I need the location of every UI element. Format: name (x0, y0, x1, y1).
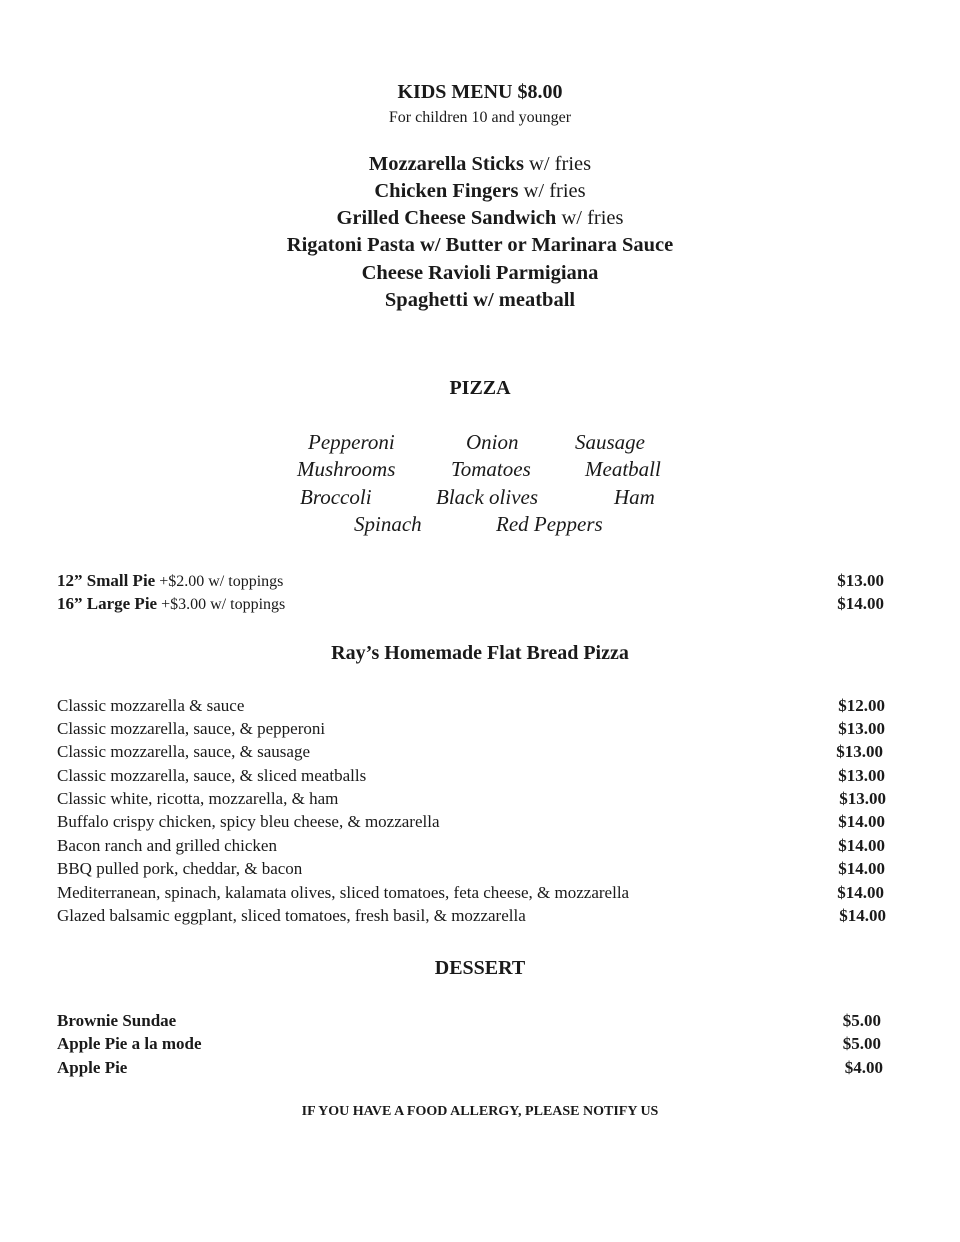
flatbread-item-price: $14.00 (838, 859, 885, 878)
dessert-item-price: $5.00 (842, 1034, 881, 1053)
allergy-notice: IF YOU HAVE A FOOD ALLERGY, PLEASE NOTIFY US (301, 1104, 659, 1119)
kids-item-name: Cheese Ravioli Parmigiana (361, 262, 599, 284)
dessert-item-price: $5.00 (842, 1011, 881, 1030)
topping-item: Tomatoes (451, 457, 531, 481)
flatbread-item-price: $13.00 (838, 719, 885, 738)
dessert-section-title: DESSERT (434, 957, 526, 979)
flatbread-item-price: $14.00 (838, 836, 885, 855)
flatbread-item-name: Mediterranean, spinach, kalamata olives, sliced tomatoes, feta cheese, & mozzarella (57, 883, 630, 902)
pizza-size-row (57, 571, 283, 591)
kids-item (0, 289, 960, 312)
kids-item-name: Mozzarella Sticks (368, 153, 524, 175)
pizza-size-price: $14.00 (837, 594, 884, 613)
topping-item: Ham (614, 485, 655, 509)
flatbread-item-name: BBQ pulled pork, cheddar, & bacon (57, 859, 303, 878)
topping-item: Black olives (436, 485, 539, 509)
flatbread-item-price: $14.00 (838, 812, 885, 831)
pizza-section-title: PIZZA (449, 377, 511, 399)
pizza-size-note: +$2.00 w/ toppings (155, 573, 284, 590)
topping-item: Sausage (575, 430, 645, 454)
topping-item: Spinach (354, 512, 422, 536)
flatbread-item-name: Classic mozzarella, sauce, & sliced meatballs (57, 766, 367, 785)
flatbread-item-price: $14.00 (839, 906, 886, 925)
flatbread-item-price: $12.00 (838, 696, 885, 715)
topping-item: Broccoli (300, 485, 372, 509)
flatbread-item-name: Classic mozzarella, sauce, & sausage (57, 742, 311, 761)
kids-item-name: Rigatoni Pasta w/ Butter or Marinara Sauce (286, 234, 674, 256)
flatbread-item-price: $13.00 (839, 789, 886, 808)
flatbread-section-title: Ray’s Homemade Flat Bread Pizza (331, 642, 629, 664)
flatbread-item-name: Buffalo crispy chicken, spicy bleu cheese, & mozzarella (57, 812, 440, 831)
kids-item-note: w/ fries (518, 180, 586, 202)
flatbread-item-name: Classic mozzarella, sauce, & pepperoni (57, 719, 326, 738)
pizza-size-row (57, 594, 285, 614)
flatbread-item-name: Glazed balsamic eggplant, sliced tomatoes, fresh basil, & mozzarella (57, 906, 526, 925)
kids-item (0, 180, 960, 203)
kids-item-name: Grilled Cheese Sandwich (336, 207, 557, 229)
flatbread-item-price: $14.00 (837, 883, 884, 902)
topping-item: Onion (466, 430, 519, 454)
kids-item-name: Spaghetti w/ meatball (384, 289, 576, 311)
kids-menu-title: KIDS MENU $8.00 (397, 81, 563, 103)
dessert-item-name: Apple Pie (57, 1058, 128, 1077)
topping-item: Red Peppers (496, 512, 603, 536)
dessert-item-price: $4.00 (844, 1058, 883, 1077)
kids-item-name: Chicken Fingers (374, 180, 519, 202)
topping-item: Meatball (585, 457, 661, 481)
flatbread-item-name: Classic white, ricotta, mozzarella, & ham (57, 789, 339, 808)
kids-item (0, 207, 960, 230)
pizza-size-name: 16” Large Pie (57, 594, 158, 613)
kids-item (0, 234, 960, 257)
flatbread-item-price: $13.00 (836, 742, 883, 761)
flatbread-item-name: Bacon ranch and grilled chicken (57, 836, 277, 855)
flatbread-item-price: $13.00 (838, 766, 885, 785)
pizza-size-name: 12” Small Pie (57, 571, 156, 590)
kids-item-note: w/ fries (523, 153, 592, 175)
topping-item: Mushrooms (297, 457, 396, 481)
pizza-size-note: +$3.00 w/ toppings (157, 596, 286, 613)
flatbread-item-name: Classic mozzarella & sauce (57, 696, 245, 715)
dessert-item-name: Apple Pie a la mode (57, 1034, 202, 1053)
kids-menu-subtitle: For children 10 and younger (388, 109, 572, 126)
pizza-size-price: $13.00 (837, 571, 884, 590)
dessert-item-name: Brownie Sundae (57, 1011, 177, 1030)
kids-item-note: w/ fries (556, 207, 624, 229)
kids-item (0, 153, 960, 176)
topping-item: Pepperoni (308, 430, 395, 454)
kids-item (0, 262, 960, 285)
